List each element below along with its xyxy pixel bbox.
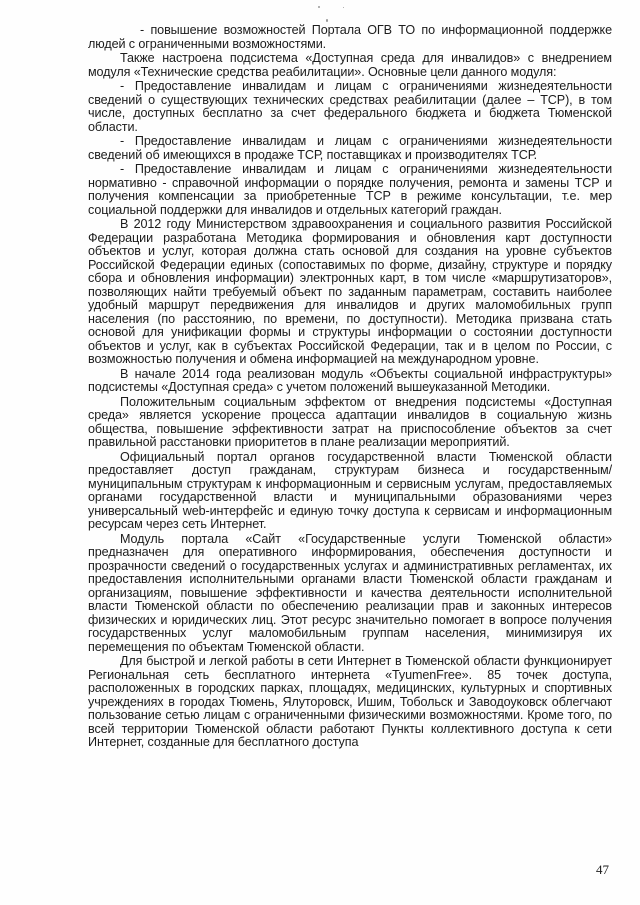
paragraph: Для быстрой и легкой работы в сети Интернет в Тюменской области функционирует Региональная сеть бесплатного интернета «TyumenFree». 85 точек доступа, расположенных в городских парках, площадях, медицинских, культурных и спортивных учреждениях в городах Тюмень, Ялуторовск, Ишим, Тобольск и Заводоуковск облегчают пользование сетью лицам с ограниченными физическими возможностями. Кроме того, по всей территории Тюменской области работают Пункты коллективного доступа к сети Интернет, созданные для бесплатного доступа	[88, 654, 612, 749]
paragraph: - повышение возможностей Портала ОГВ ТО по информационной поддержке людей с ограниченными возможностями.	[88, 23, 612, 51]
page-number: 47	[596, 862, 609, 877]
paragraph: - Предоставление инвалидам и лицам с ограничениями жизнедеятельности нормативно - справочной информации о порядке получения, ремонта и замены ТСР и получения компенсации за приобретенные ТСР в режиме консультации, т.е. мер социальной поддержки для инвалидов и отдельных категорий граждан.	[88, 162, 612, 217]
paragraph: Официальный портал органов государственной власти Тюменской области предоставляет доступ гражданам, структурам бизнеса и государственным/муниципальным структурам к информационным и сервисным услугам, предоставляемых органами государственной власти и муниципальными образованиями через универсальный web-интерфейс и единую точку доступа к сервисам и информационным ресурсам через сеть Интернет.	[88, 449, 612, 531]
paragraph: - Предоставление инвалидам и лицам с ограничениями жизнедеятельности сведений о существующих технических средствах реабилитации (далее – ТСР), в том числе, доступных бесплатно за счет федерального бюджета и бюджета Тюменской области.	[88, 79, 612, 134]
scan-speck	[326, 19, 328, 22]
paragraph: В 2012 году Министерством здравоохранения и социального развития Российской Федерации разработана Методика формирования и обновления карт доступности объектов и услуг, которая должна стать основой для создания на уровне субъектов Российской Федерации единых (сопоставимых по форме, дизайну, структуре и порядку сбора и обновления информации) электронных карт, в том числе «маршрутизаторов», позволяющих найти требуемый объект по заданным параметрам, составить наиболее удобный маршрут передвижения для инвалидов и других маломобильных групп населения (по расстоянию, по времени, по доступности). Методика призвана стать основой для унификации формы и структуры информации о состоянии доступности объектов и услуг, как в субъектах Российской Федерации, так и в целом по России, с возможностью получения и обмена информацией на международном уровне.	[88, 217, 612, 366]
paragraph: В начале 2014 года реализован модуль «Объекты социальной инфраструктуры» подсистемы «Доступная среда» с учетом положений вышеуказанной Методики.	[88, 366, 612, 394]
paragraph: - Предоставление инвалидам и лицам с ограничениями жизнедеятельности сведений об имеющихся в продаже ТСР, поставщиках и производителях ТСР.	[88, 134, 612, 162]
paragraph: Положительным социальным эффектом от внедрения подсистемы «Доступная среда» является ускорение процесса адаптации инвалидов в социальную жизнь общества, повышение эффективности затрат на приспособление объектов за счет правильной расстановки приоритетов в плане реализации мероприятий.	[88, 394, 612, 449]
scan-speck	[343, 7, 344, 8]
scan-speck	[318, 6, 320, 8]
paragraph: Также настроена подсистема «Доступная среда для инвалидов» с внедрением модуля «Технические средства реабилитации». Основные цели данного модуля:	[88, 51, 612, 79]
body-text	[88, 24, 612, 751]
paragraph: Модуль портала «Сайт «Государственные услуги Тюменской области» предназначен для оперативного информирования, обеспечения доступности и прозрачности сведений о государственных услугах и административных регламентах, их предоставления исполнительными органами власти Тюменской области гражданам и организациям, повышение эффективности и качества деятельности исполнительной власти Тюменской области по обеспечению реализации прав и законных интересов физических и юридических лиц. Этот ресурс значительно помогает в вопросе получения государственных услуг маломобильным группам населения, минимизируя их перемещения по объектам Тюменской области.	[88, 531, 612, 654]
